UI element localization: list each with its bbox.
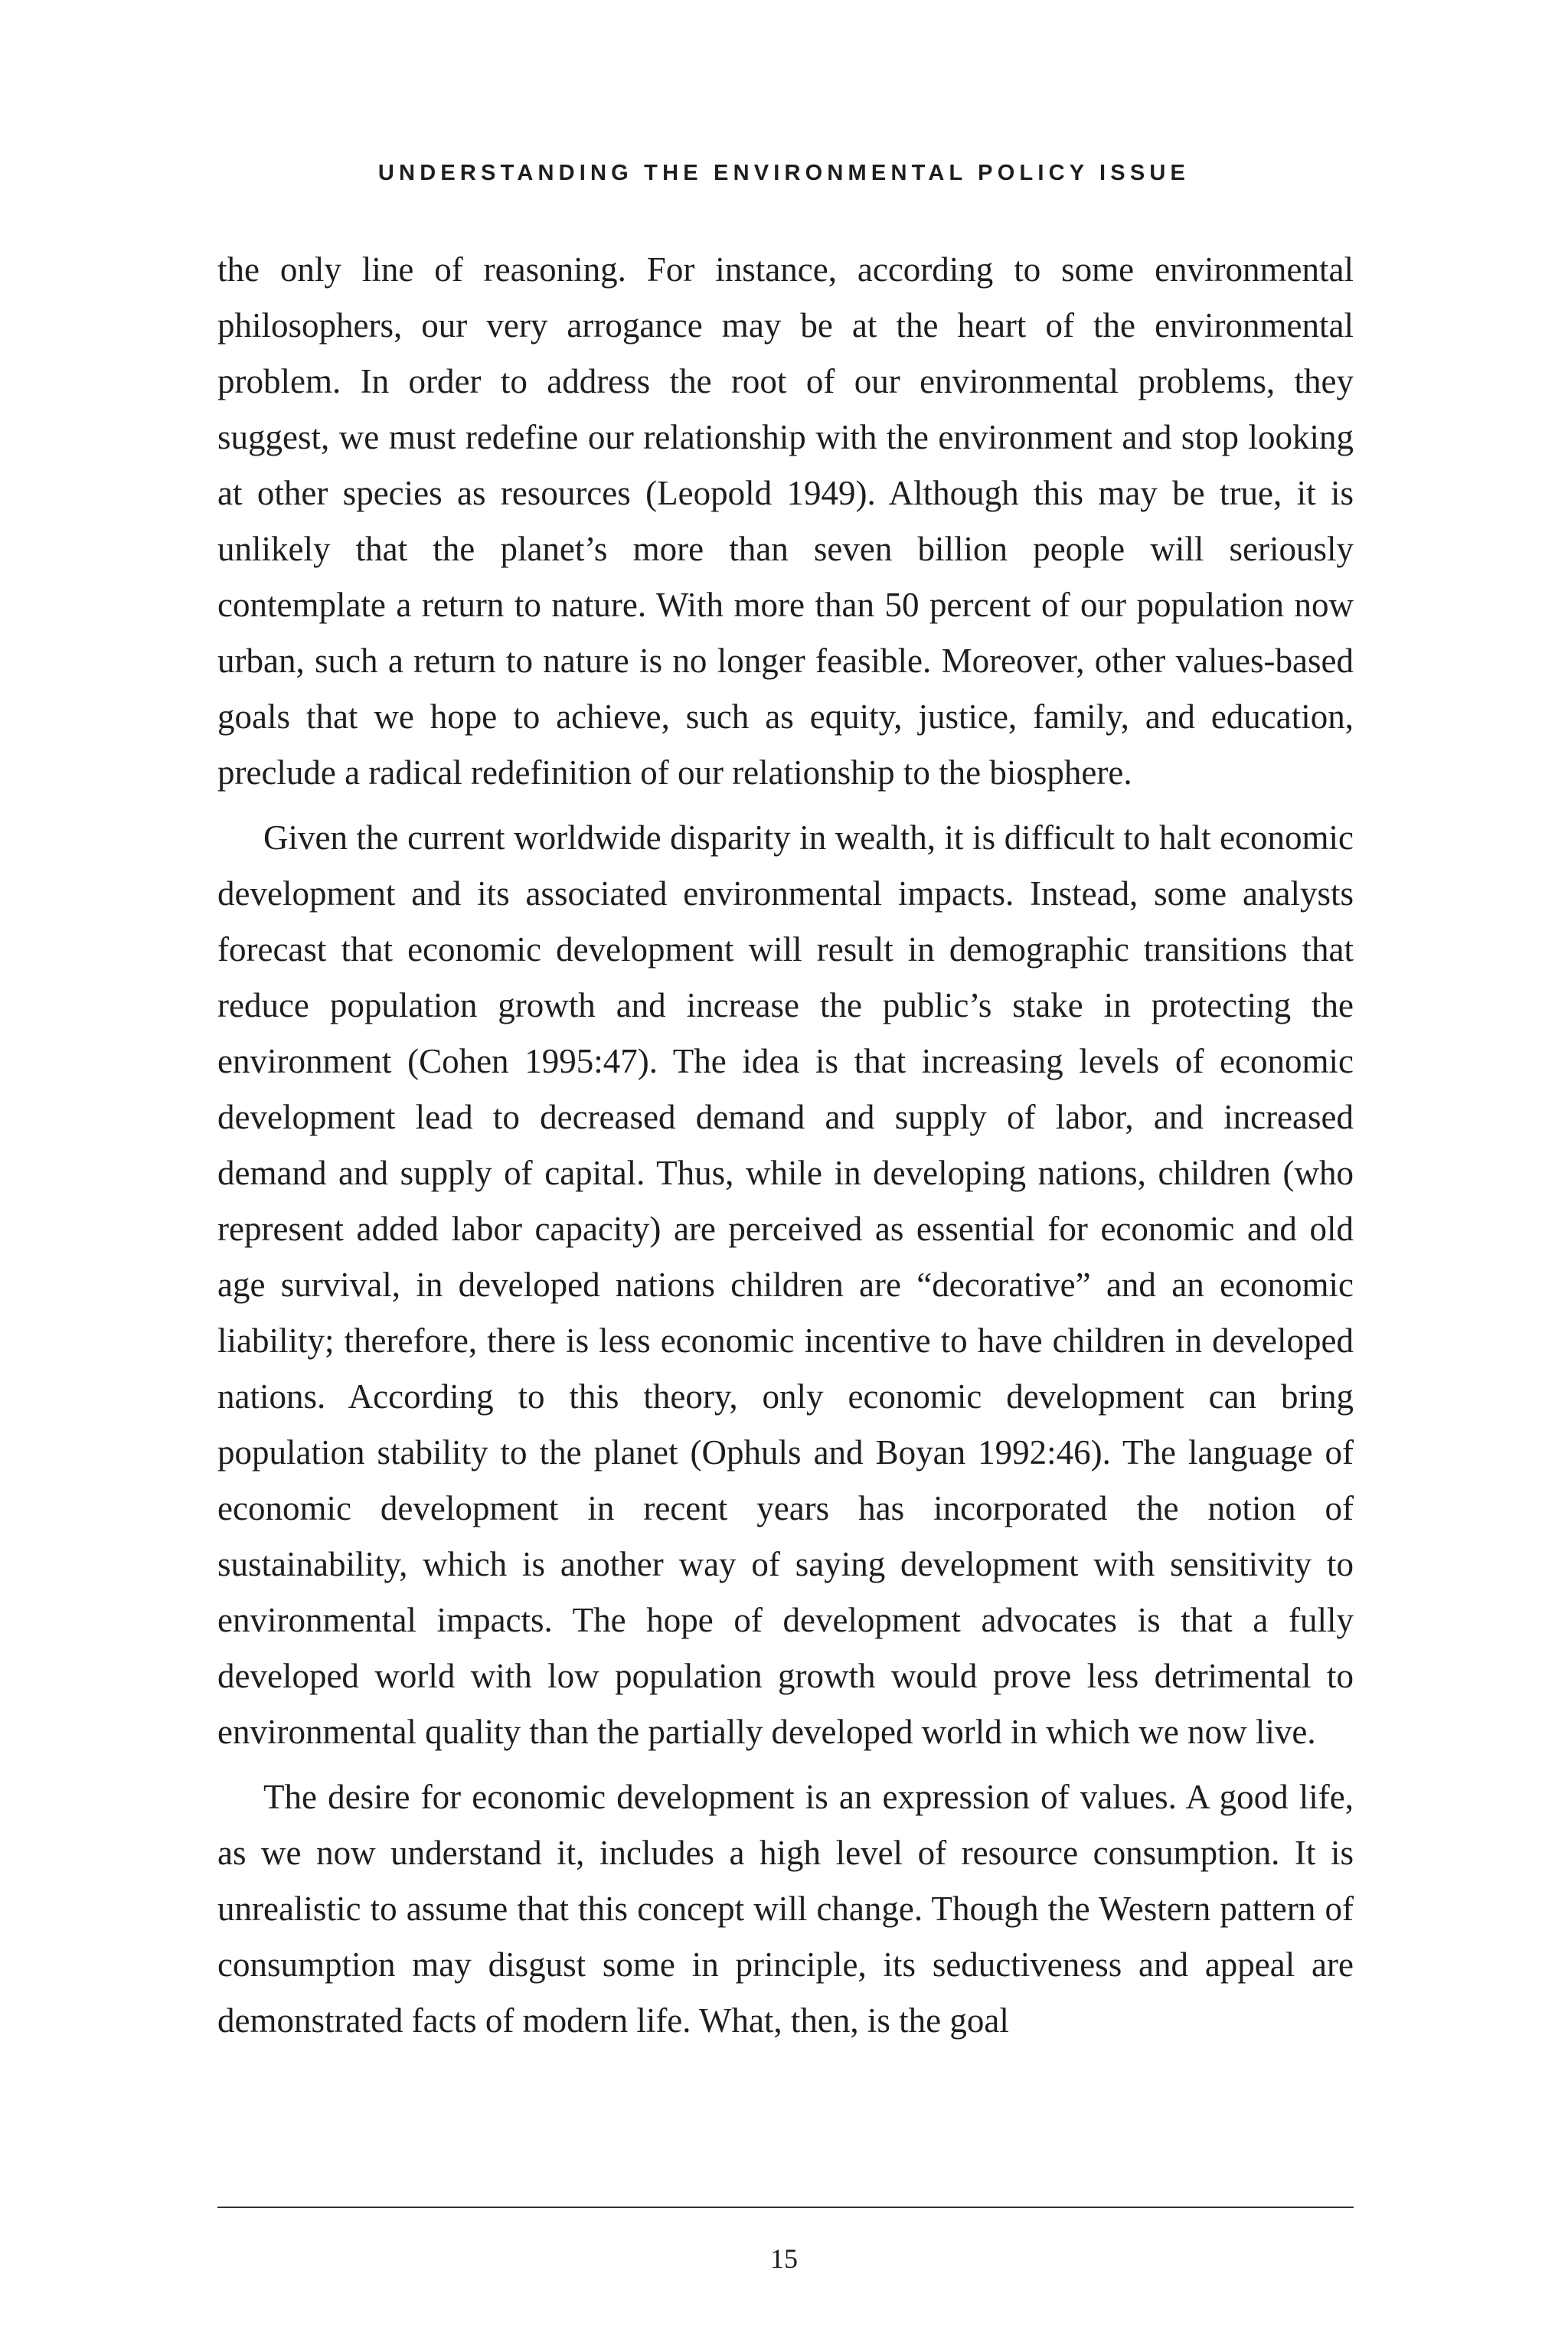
paragraph-values: The desire for economic development is an expression of values. A good life, as we now understand it, includes a high level of resource consumption. It is unrealistic to assume that this concept will change. Though the Western pattern of consumption may disgust some in principle, its seductiveness and appeal are demonstrated facts of modern life. What, then, is the goal — [217, 1778, 1354, 2040]
running-head: UNDERSTANDING THE ENVIRONMENTAL POLICY ISSUE — [377, 161, 1191, 185]
footer-rule — [217, 2207, 1354, 2208]
body-text — [217, 242, 1354, 2049]
page-number: 15 — [770, 2243, 798, 2274]
paragraph-continued: the only line of reasoning. For instance, according to some environmental philosophers, our very arrogance may be at the heart of the environmental problem. In order to address the root of our environmental problems, they suggest, we must redefine our relationship with the environment and stop looking at other species as resources (Leopold 1949). Although this may be true, it is unlikely that the planet’s more than seven billion people will seriously contemplate a return to nature. With more than 50 percent of our population now urban, such a return to nature is no longer feasible. Moreover, other values-based goals that we hope to achieve, such as equity, justice, family, and education, preclude a radical redefinition of our relationship to the biosphere. — [217, 250, 1354, 792]
paragraph-economic-development: Given the current worldwide disparity in wealth, it is difficult to halt economic development and its associated environmental impacts. Instead, some analysts forecast that economic development will result in demographic transitions that reduce population growth and increase the public’s stake in protecting the environment (Cohen 1995:47). The idea is that increasing levels of economic development lead to decreased demand and supply of labor, and increased demand and supply of capital. Thus, while in developing nations, children (who represent added labor capacity) are perceived as essential for economic and old age survival, in developed nations children are “decorative” and an economic liability; therefore, there is less economic incentive to have children in developed nations. According to this theory, only economic development can bring population stability to the planet (Ophuls and Boyan 1992:46). The language of economic development in recent years has incorporated the notion of sustainability, which is another way of saying development with sensitivity to environmental impacts. The hope of development advocates is that a fully developed world with low population growth would prove less detrimental to environmental quality than the partially developed world in which we now live. — [217, 818, 1354, 1751]
